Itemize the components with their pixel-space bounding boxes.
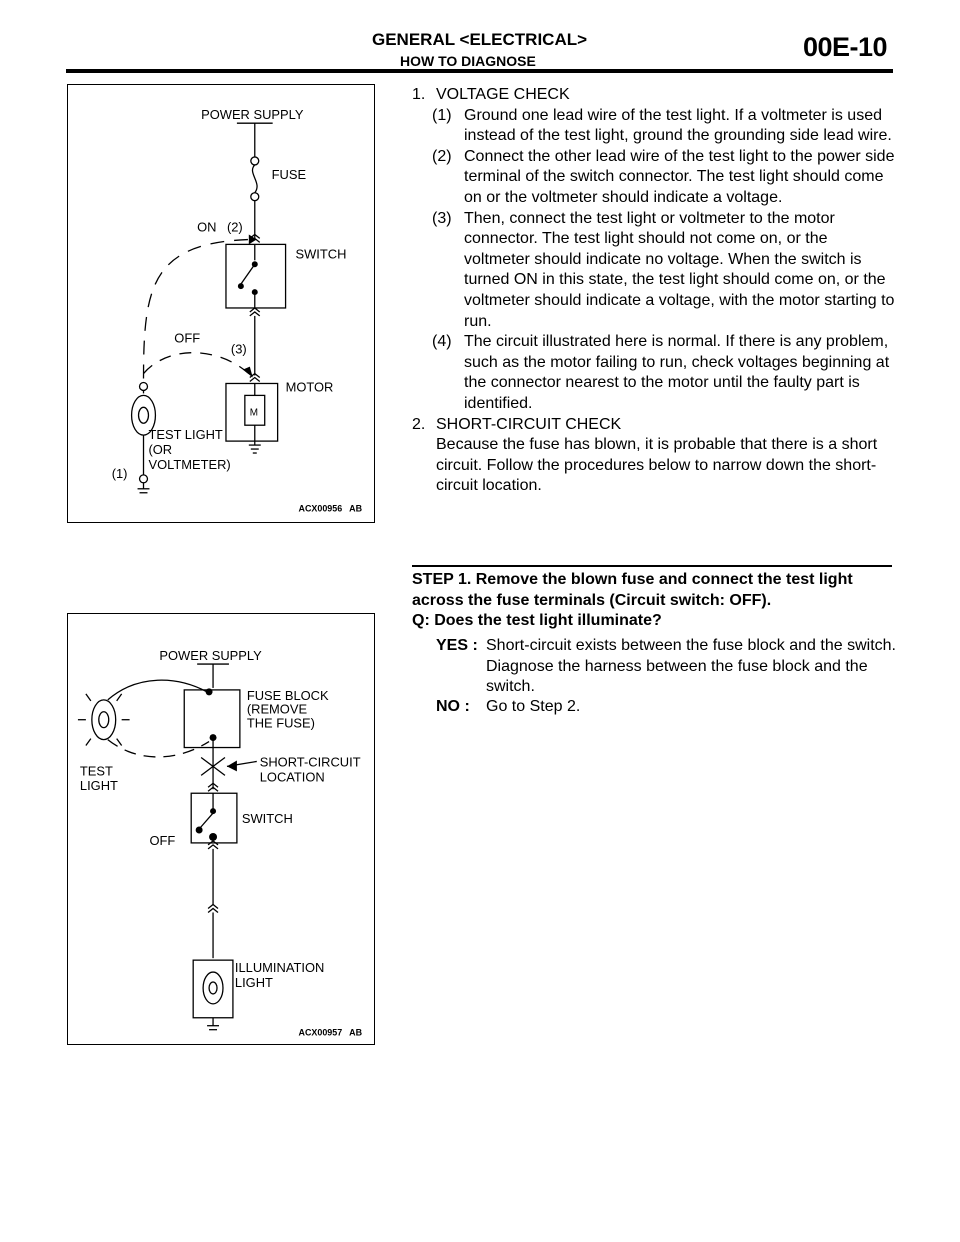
item1-title: VOLTAGE CHECK bbox=[436, 86, 570, 103]
sub1-text: Ground one lead wire of the test light. If a voltmeter is used instead of the test light, ground the grounding side lead wire. bbox=[464, 106, 892, 145]
answer-yes bbox=[436, 636, 896, 698]
fig2-power-supply-label: POWER SUPPLY bbox=[159, 648, 262, 664]
fig1-step3-label: (3) bbox=[230, 341, 247, 357]
voltage-check-svg bbox=[68, 85, 374, 522]
subsection-title: HOW TO DIAGNOSE bbox=[400, 53, 536, 69]
voltage-check-diagram bbox=[67, 84, 375, 523]
page-code: 00E-10 bbox=[803, 32, 888, 62]
fig2-id-suffix: AB bbox=[349, 1027, 363, 1038]
sub2-number: (2) bbox=[432, 147, 452, 165]
header-rule bbox=[66, 69, 893, 73]
fig1-id-suffix: AB bbox=[349, 503, 363, 514]
item2-paragraph: Because the fuse has blown, it is probable that there is a short circuit. Follow the procedures below to narrow down the short-circuit location. bbox=[436, 436, 878, 495]
fig2-test-line1: TEST bbox=[79, 763, 113, 779]
fig2-fuse-block-line3: THE FUSE) bbox=[246, 715, 315, 731]
sub1-number: (1) bbox=[432, 106, 452, 124]
no-label: NO : bbox=[436, 698, 470, 715]
item-short-circuit-check bbox=[412, 415, 897, 436]
sub4-number: (4) bbox=[432, 333, 452, 351]
step1-title: STEP 1. Remove the blown fuse and connect the test light across the fuse terminals (Circuit switch: OFF). bbox=[412, 571, 853, 609]
fig1-power-supply-label: POWER SUPPLY bbox=[201, 107, 304, 123]
fig1-step2-label: (2) bbox=[226, 219, 243, 235]
sub-step-4 bbox=[432, 332, 897, 414]
fig1-switch-label: SWITCH bbox=[295, 246, 347, 262]
fig2-short-line1: SHORT-CIRCUIT bbox=[259, 754, 361, 770]
sub-step-3 bbox=[432, 209, 897, 333]
fig2-off-label: OFF bbox=[149, 832, 176, 848]
sub-step-1 bbox=[432, 106, 897, 147]
no-text: Go to Step 2. bbox=[486, 698, 581, 715]
fig1-motor-symbol: M bbox=[249, 407, 259, 419]
procedure-text bbox=[412, 85, 897, 497]
sub-step-2 bbox=[432, 147, 897, 209]
item-voltage-check bbox=[412, 85, 897, 106]
item1-number: 1. bbox=[412, 86, 426, 103]
fig2-fuse-block-line2: (REMOVE bbox=[246, 701, 308, 717]
fig1-test-light-line2: (OR bbox=[148, 442, 173, 458]
item2-title: SHORT-CIRCUIT CHECK bbox=[436, 415, 622, 433]
section-title: GENERAL <ELECTRICAL> bbox=[372, 30, 588, 49]
fig2-test-line2: LIGHT bbox=[79, 778, 118, 794]
fig2-illumination-line2: LIGHT bbox=[234, 974, 273, 990]
yes-label: YES : bbox=[436, 637, 478, 654]
step1-question: Q: Does the test light illuminate? bbox=[412, 612, 662, 630]
sub3-number: (3) bbox=[432, 209, 452, 227]
short-circuit-svg bbox=[68, 614, 374, 1044]
fig1-test-light-line1: TEST LIGHT bbox=[148, 427, 223, 443]
fig2-fuse-block-line1: FUSE BLOCK bbox=[246, 687, 329, 703]
fig1-motor-label: MOTOR bbox=[285, 379, 334, 395]
fig1-fuse-label: FUSE bbox=[271, 166, 307, 182]
fig2-id: ACX00957 bbox=[298, 1027, 343, 1038]
fig1-on-label: ON bbox=[197, 219, 217, 235]
item2-number: 2. bbox=[412, 415, 426, 433]
fig2-illumination-line1: ILLUMINATION bbox=[234, 960, 325, 976]
fig1-off-label: OFF bbox=[174, 330, 201, 346]
fig1-test-light-line3: VOLTMETER) bbox=[148, 456, 231, 472]
sub2-text: Connect the other lead wire of the test light to the power side terminal of the switch connector. The test light should come on or the voltmeter should indicate a voltage. bbox=[464, 147, 895, 206]
step1-block bbox=[412, 570, 892, 632]
answer-no bbox=[436, 697, 896, 718]
fig1-id: ACX00956 bbox=[298, 503, 343, 514]
fig2-short-line2: LOCATION bbox=[259, 769, 325, 785]
fig1-step1-label: (1) bbox=[111, 465, 128, 481]
yes-text: Short-circuit exists between the fuse block and the switch. Diagnose the harness between the fuse block and the switch. bbox=[486, 637, 896, 696]
fig2-switch-label: SWITCH bbox=[241, 811, 293, 827]
sub4-text: The circuit illustrated here is normal. If there is any problem, such as the motor failing to run, check voltages beginning at the connector nearest to the motor until the faulty part is identified. bbox=[464, 333, 890, 412]
short-circuit-diagram bbox=[67, 613, 375, 1045]
step-divider bbox=[412, 565, 892, 567]
sub3-text: Then, connect the test light or voltmeter to the motor connector. The test light should not come on, or the voltmeter should indicate no voltage. When the switch is turned ON in this state, the test light should come on, or the voltmeter should indicate a voltage, with the motor starting to run. bbox=[464, 209, 895, 330]
